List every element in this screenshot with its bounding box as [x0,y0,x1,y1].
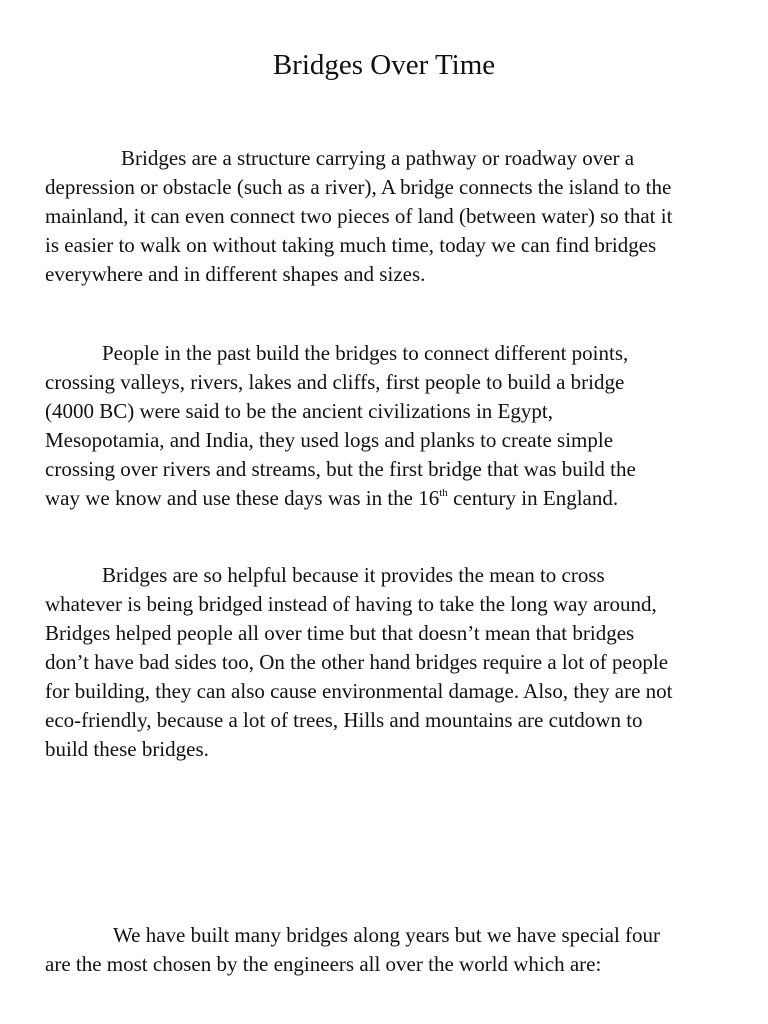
ordinal-suffix: th [439,487,448,499]
text-line: eco-friendly, because a lot of trees, Hills and mountains are cutdown to [45,708,643,732]
text-line: Mesopotamia, and India, they used logs and planks to create simple [45,428,614,452]
text-line: We have built many bridges along years but we have special four [113,923,661,947]
text-line: People in the past build the bridges to connect different points, [102,341,629,365]
text-line: Bridges are so helpful because it provides the mean to cross [102,563,605,587]
text-line: whatever is being bridged instead of having to take the long way around, [45,592,657,616]
paragraph-intro [45,144,730,289]
text-line: Bridges helped people all over time but that doesn’t mean that bridges [45,621,635,645]
text-line: crossing over rivers and streams, but the first bridge that was build the [45,457,636,481]
text-line: don’t have bad sides too, On the other hand bridges require a lot of people [45,650,669,674]
text-line: depression or obstacle (such as a river), A bridge connects the island to the [45,175,672,199]
text-line: are the most chosen by the engineers all over the world which are: [45,952,602,976]
text-line [45,484,730,513]
text-line: crossing valleys, rivers, lakes and cliffs, first people to build a bridge [45,370,625,394]
text-line: Bridges are a structure carrying a pathway or roadway over a [121,146,635,170]
text-segment: century in England. [447,486,619,510]
text-line: is easier to walk on without taking much time, today we can find bridges [45,233,657,257]
paragraph-benefits [45,561,730,764]
text-line: for building, they can also cause environmental damage. Also, they are not [45,679,673,703]
text-line: build these bridges. [45,737,209,761]
text-line: (4000 BC) were said to be the ancient civilizations in Egypt, [45,399,553,423]
paragraph-history [45,339,730,513]
paragraph-types [45,921,730,979]
page-title: Bridges Over Time [272,49,496,81]
text-line: everywhere and in different shapes and sizes. [45,262,426,286]
text-line: mainland, it can even connect two pieces of land (between water) so that it [45,204,673,228]
text-segment: way we know and use these days was in the 16 [45,486,440,510]
